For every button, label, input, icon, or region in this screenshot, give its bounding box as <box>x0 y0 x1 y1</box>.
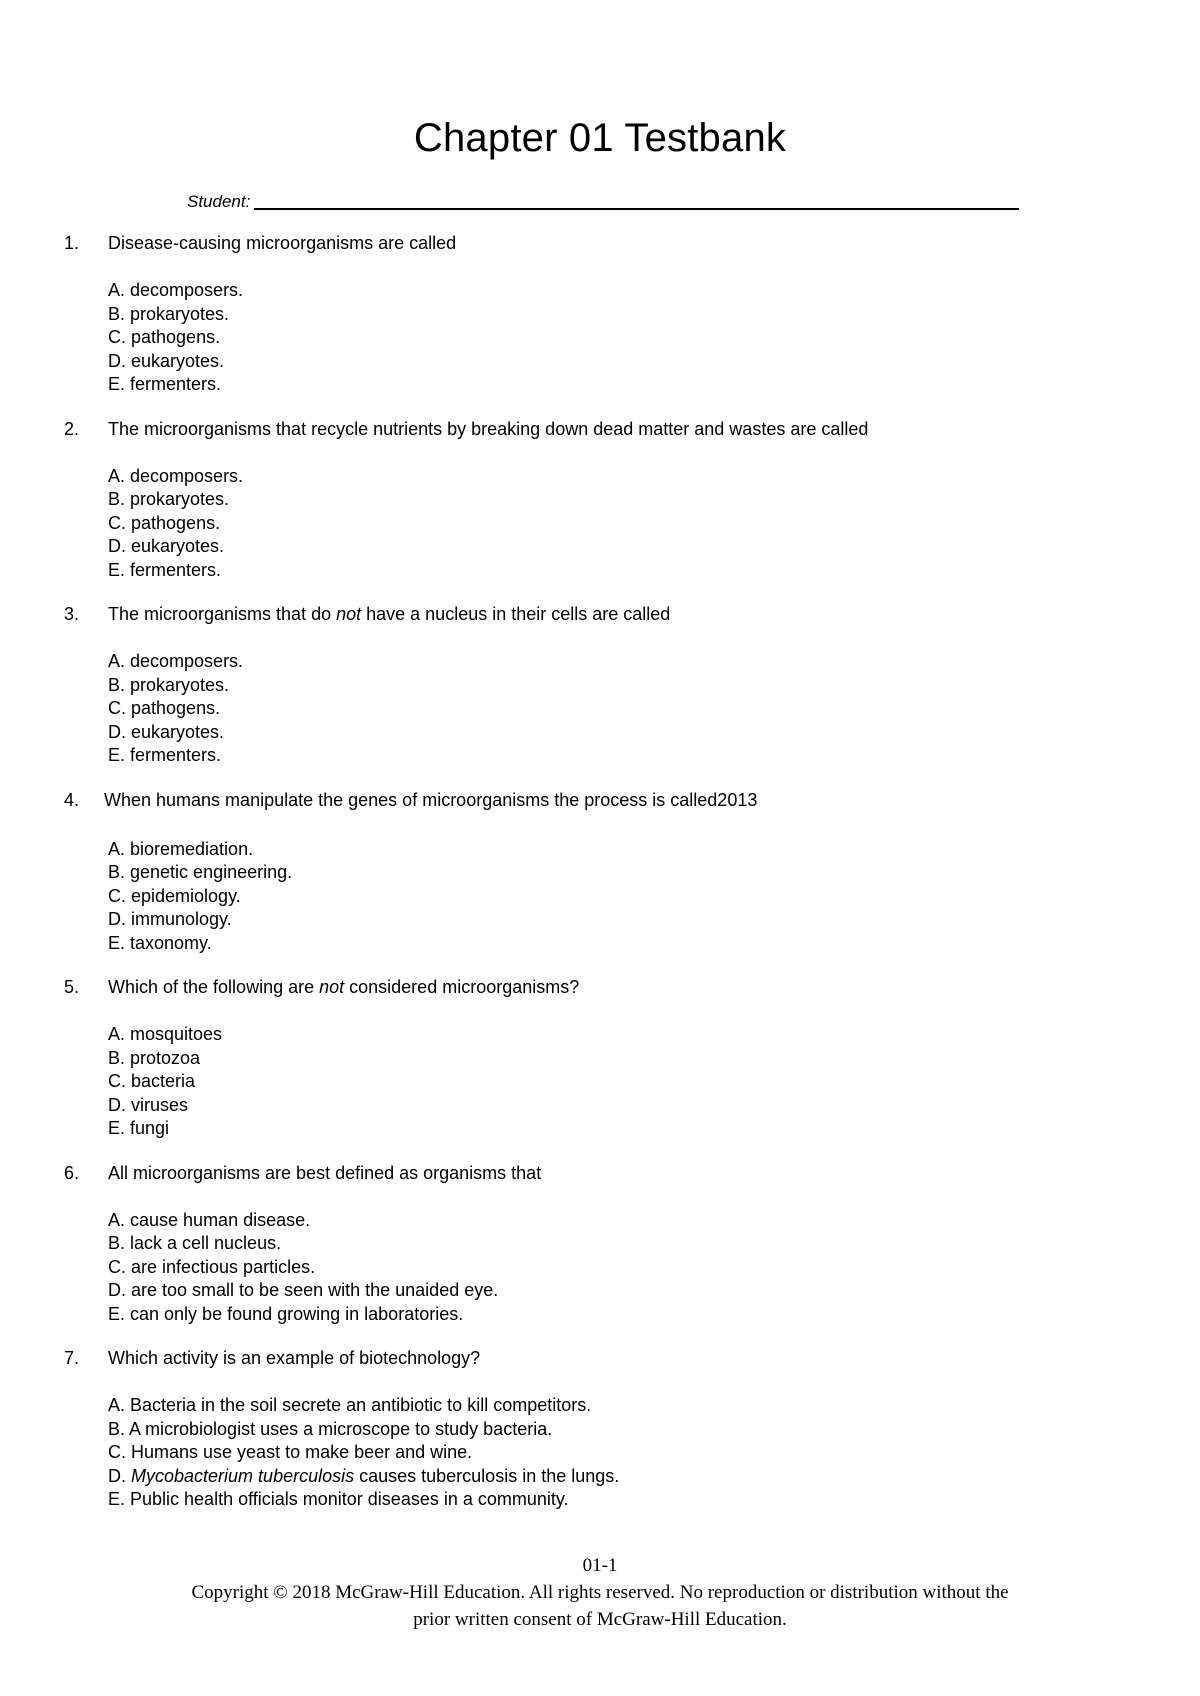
answer-option-a: A. decomposers. <box>108 280 244 300</box>
answer-option-suffix: causes tuberculosis in the lungs. <box>354 1465 620 1486</box>
question-text-part: Which of the following are <box>108 977 320 997</box>
answer-option-c: C. pathogens. <box>108 327 221 347</box>
answer-option-c: C. Humans use yeast to make beer and wine. <box>108 1442 473 1462</box>
answer-option-b: B. A microbiologist uses a microscope to study bacteria. <box>108 1418 553 1439</box>
answer-option-b: B. prokaryotes. <box>108 674 230 695</box>
question-text-part: The microorganisms that do <box>108 604 337 624</box>
answer-option-e: E. can only be found growing in laboratories. <box>108 1303 464 1324</box>
answer-option-e: E. fermenters. <box>108 374 222 394</box>
answer-option-prefix: D. <box>108 1465 132 1486</box>
question-text: When humans manipulate the genes of microorganisms the process is called2013 <box>104 789 758 810</box>
question-4 <box>64 789 1144 977</box>
answer-option-a: A. mosquitoes <box>108 1024 223 1044</box>
answer-option-d: D. eukaryotes. <box>108 350 225 371</box>
copyright-line-1: Copyright © 2018 McGraw-Hill Education. All rights reserved. No reproduction or distribution without the <box>191 1582 1009 1603</box>
answer-option-a: A. decomposers. <box>108 465 244 486</box>
copyright-line-2: prior written consent of McGraw-Hill Education. <box>413 1609 787 1630</box>
student-name-row <box>187 186 1019 212</box>
answer-options <box>108 1209 1144 1327</box>
answer-option-d <box>108 1465 1144 1489</box>
question-text <box>108 976 1144 999</box>
page-footer <box>0 1552 1200 1633</box>
answer-option-b: B. prokaryotes. <box>108 489 230 509</box>
answer-option-b: B. protozoa <box>108 1047 201 1068</box>
page-title: Chapter 01 Testbank <box>413 116 787 160</box>
question-text-part: considered microorganisms? <box>344 977 580 997</box>
answer-option-b: B. prokaryotes. <box>108 303 230 324</box>
answer-option-a: A. bioremediation. <box>108 838 254 859</box>
question-2 <box>64 418 1144 604</box>
answer-option-e: E. fungi <box>108 1118 170 1138</box>
answer-options <box>108 838 1144 956</box>
answer-option-d: D. eukaryotes. <box>108 721 225 742</box>
answer-option-e: E. fermenters. <box>108 745 222 765</box>
question-number: 6. <box>64 1162 80 1183</box>
answer-options <box>108 650 1144 768</box>
answer-options <box>108 1394 1144 1512</box>
question-3 <box>64 603 1144 789</box>
answer-option-c: C. pathogens. <box>108 512 221 533</box>
question-text <box>108 603 1144 626</box>
question-number: 2. <box>64 418 80 439</box>
question-list <box>64 232 1144 1512</box>
answer-option-b: B. lack a cell nucleus. <box>108 1233 282 1253</box>
question-text: Disease-causing microorganisms are called <box>108 233 457 253</box>
question-6 <box>64 1162 1144 1348</box>
question-7 <box>64 1347 1144 1512</box>
answer-option-e: E. Public health officials monitor diseases in a community. <box>108 1489 569 1509</box>
question-1 <box>64 232 1144 418</box>
answer-option-e: E. taxonomy. <box>108 932 212 953</box>
page-number: 01-1 <box>582 1555 618 1576</box>
answer-option-d: D. eukaryotes. <box>108 536 225 556</box>
answer-options <box>108 465 1144 583</box>
answer-option-d: D. viruses <box>108 1094 189 1115</box>
answer-option-a: A. Bacteria in the soil secrete an antibiotic to kill competitors. <box>108 1395 592 1415</box>
question-number: 3. <box>64 604 80 624</box>
question-number: 7. <box>64 1348 80 1368</box>
answer-option-d: D. immunology. <box>108 909 232 929</box>
question-text-part: have a nucleus in their cells are called <box>361 604 671 624</box>
answer-option-e: E. fermenters. <box>108 559 222 580</box>
question-text: The microorganisms that recycle nutrients by breaking down dead matter and wastes are called <box>108 418 869 439</box>
answer-option-c: C. are infectious particles. <box>108 1256 316 1277</box>
answer-option-a: A. cause human disease. <box>108 1209 311 1230</box>
question-text-emphasis: not <box>319 977 345 997</box>
answer-option-b: B. genetic engineering. <box>108 862 293 882</box>
answer-option-c: C. epidemiology. <box>108 885 241 906</box>
answer-option-c: C. bacteria <box>108 1071 196 1091</box>
answer-options <box>108 279 1144 397</box>
species-name: Mycobacterium tuberculosis <box>131 1465 355 1486</box>
question-text: All microorganisms are best defined as organisms that <box>108 1162 542 1183</box>
question-text-emphasis: not <box>336 604 362 624</box>
answer-option-c: C. pathogens. <box>108 698 221 718</box>
student-name-blank <box>254 190 1019 210</box>
question-number: 1. <box>64 233 80 253</box>
answer-option-a: A. decomposers. <box>108 651 244 671</box>
question-text: Which activity is an example of biotechnology? <box>108 1348 481 1368</box>
question-number: 5. <box>64 977 80 997</box>
question-5 <box>64 976 1144 1162</box>
answer-option-d: D. are too small to be seen with the unaided eye. <box>108 1280 499 1300</box>
question-number: 4. <box>64 789 80 810</box>
answer-options <box>108 1023 1144 1141</box>
student-label: Student: <box>187 192 251 211</box>
